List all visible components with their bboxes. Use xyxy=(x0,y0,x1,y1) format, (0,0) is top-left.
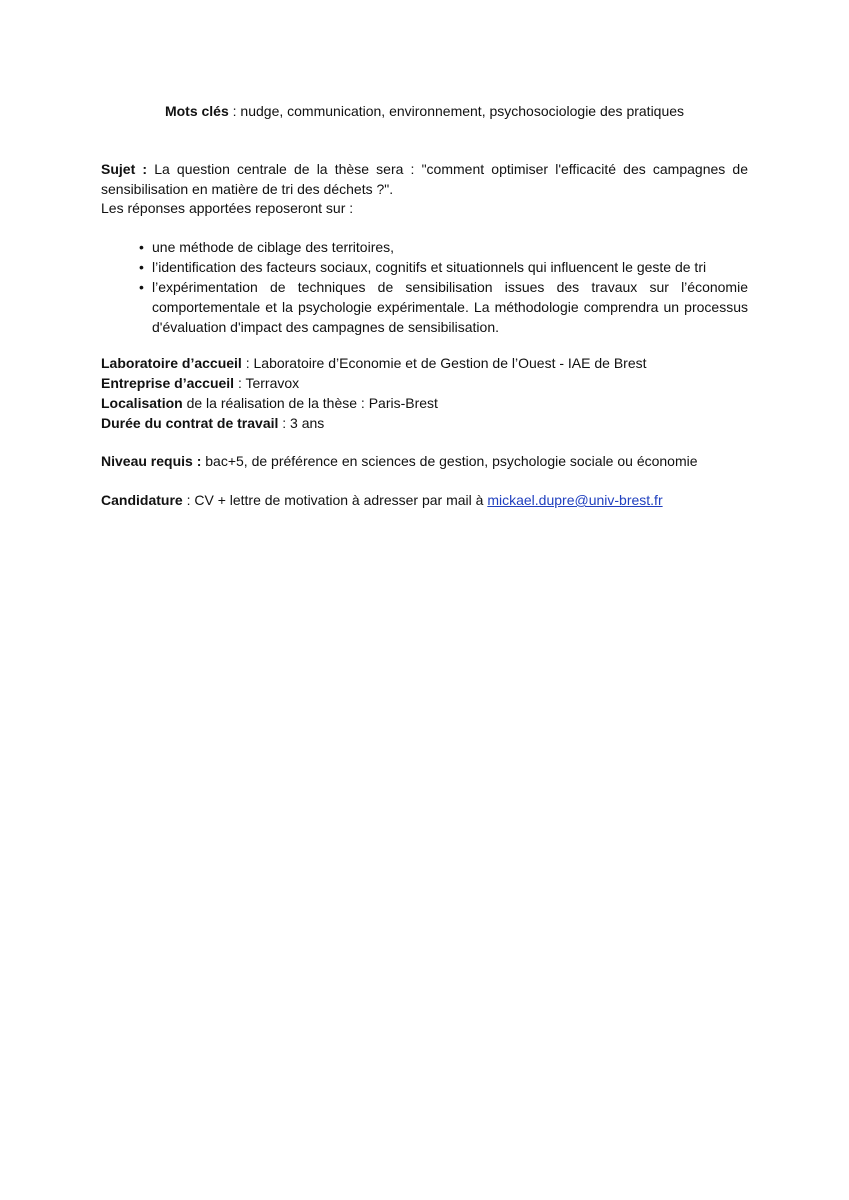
duration-value: : 3 ans xyxy=(278,415,325,431)
bullet-item xyxy=(137,277,748,337)
lab-line xyxy=(101,353,748,373)
company-line xyxy=(101,373,748,393)
location-line xyxy=(101,393,748,413)
bullet-item xyxy=(137,257,748,277)
keywords-text: : nudge, communication, environnement, psychosociologie des pratiques xyxy=(228,103,685,119)
duration-line xyxy=(101,413,748,433)
bullet-text: l’expérimentation de techniques de sensibilisation issues des travaux sur l’économie comportementale et la psychologie expérimentale. La méthodologie comprendra un processus d'évaluation d'impact des campagnes de sensibilisation. xyxy=(152,279,748,335)
lab-value: : Laboratoire d’Economie et de Gestion de l’Ouest - IAE de Brest xyxy=(241,355,647,371)
company-label: Entreprise d’accueil xyxy=(101,375,235,391)
subject-bullet-list xyxy=(137,237,748,337)
subject-text: La question centrale de la thèse sera : "comment optimiser l'efficacité des campagnes de sensibilisation en matière de tri des déchets ?". xyxy=(101,161,748,197)
bullet-item xyxy=(137,237,748,257)
lab-label: Laboratoire d’accueil xyxy=(101,355,242,371)
level-line xyxy=(101,451,748,471)
keywords-label: Mots clés xyxy=(164,103,229,119)
email-link[interactable]: mickael.dupre@univ-brest.fr xyxy=(487,492,663,508)
keywords-line xyxy=(101,101,748,121)
application-label: Candidature xyxy=(101,492,183,508)
location-label: Localisation xyxy=(101,395,183,411)
company-value: : Terravox xyxy=(234,375,300,391)
level-text: bac+5, de préférence en sciences de gestion, psychologie sociale ou économie xyxy=(201,453,698,469)
subject-label: Sujet : xyxy=(101,161,148,177)
details-block xyxy=(101,353,748,433)
level-label: Niveau requis : xyxy=(101,453,202,469)
subject-intro xyxy=(101,198,748,218)
subject-intro-text: Les réponses apportées reposeront sur : xyxy=(101,200,354,216)
application-text: : CV + lettre de motivation à adresser par mail à xyxy=(182,492,488,508)
location-value: de la réalisation de la thèse : Paris-Brest xyxy=(182,395,438,411)
subject-paragraph xyxy=(101,159,748,199)
duration-label: Durée du contrat de travail xyxy=(101,415,279,431)
bullet-text: une méthode de ciblage des territoires, xyxy=(152,239,395,255)
bullet-text: l’identification des facteurs sociaux, cognitifs et situationnels qui influencent le geste de tri xyxy=(152,259,707,275)
application-line xyxy=(101,490,748,510)
